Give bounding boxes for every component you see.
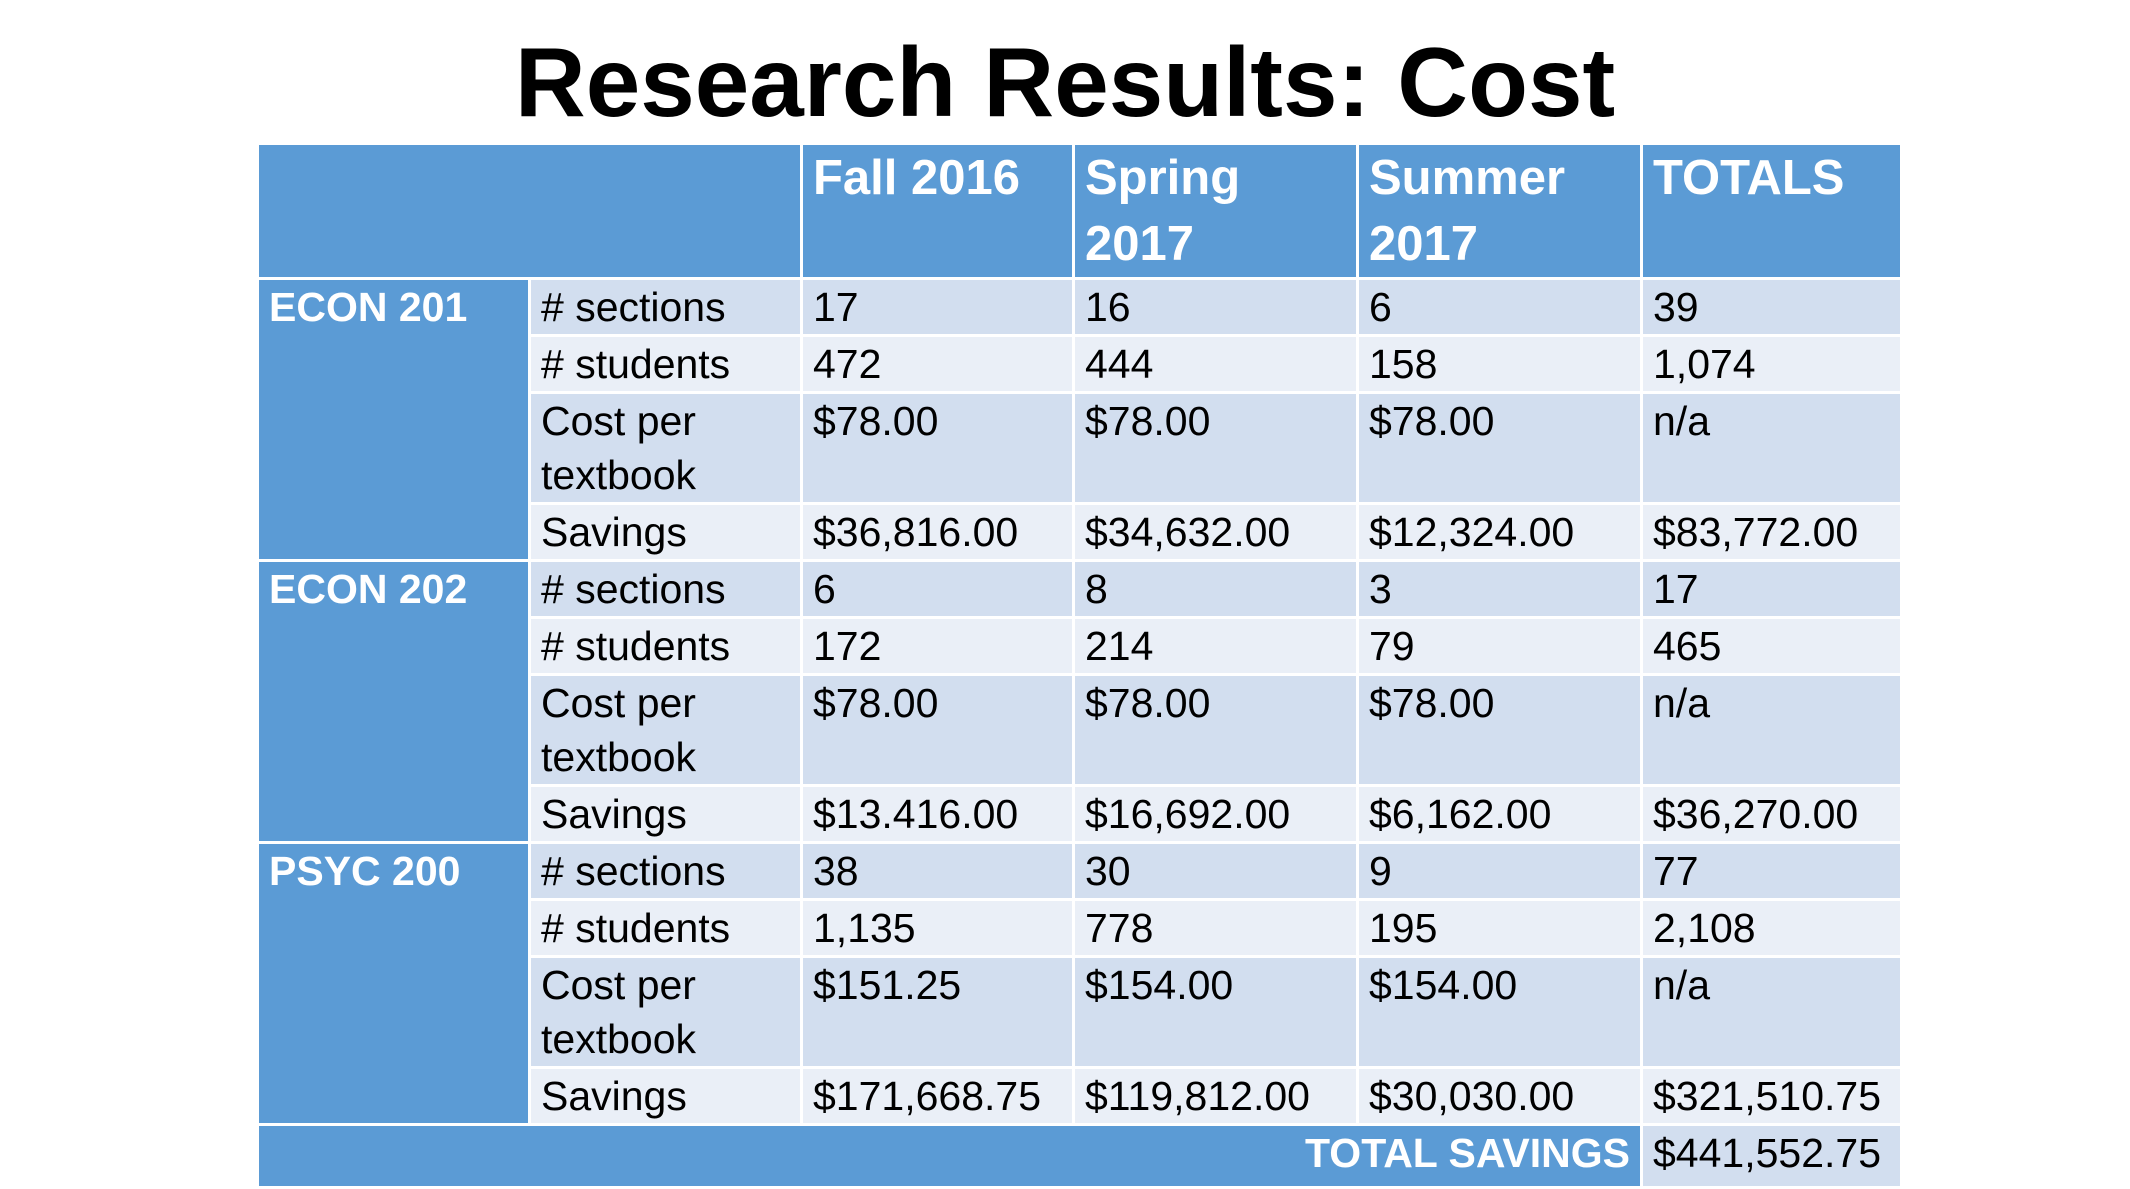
spring-cell: $16,692.00: [1074, 786, 1358, 843]
summer-cell: 195: [1358, 900, 1642, 957]
course-cell: ECON 202: [258, 561, 530, 843]
fall-cell: $36,816.00: [802, 504, 1074, 561]
metric-cell: Savings: [530, 1068, 802, 1125]
header-cell-spring: Spring 2017: [1074, 144, 1358, 279]
total-cell: $36,270.00: [1642, 786, 1902, 843]
total-cell: 77: [1642, 843, 1902, 900]
total-cell: 39: [1642, 279, 1902, 336]
total-cell: 1,074: [1642, 336, 1902, 393]
summer-cell: $78.00: [1358, 675, 1642, 786]
header-row: [258, 144, 1902, 279]
fall-cell: 38: [802, 843, 1074, 900]
summer-cell: 3: [1358, 561, 1642, 618]
total-cell: n/a: [1642, 957, 1902, 1068]
fall-cell: 17: [802, 279, 1074, 336]
fall-cell: $151.25: [802, 957, 1074, 1068]
spring-cell: 214: [1074, 618, 1358, 675]
spring-cell: $154.00: [1074, 957, 1358, 1068]
summer-cell: $30,030.00: [1358, 1068, 1642, 1125]
metric-cell: # sections: [530, 561, 802, 618]
summer-cell: 158: [1358, 336, 1642, 393]
course-cell: ECON 201: [258, 279, 530, 561]
summer-cell: $12,324.00: [1358, 504, 1642, 561]
table-row: [258, 279, 1902, 336]
total-cell: n/a: [1642, 393, 1902, 504]
header-cell-totals: TOTALS: [1642, 144, 1902, 279]
header-cell-blank: [258, 144, 802, 279]
table-row: [258, 843, 1902, 900]
total-cell: n/a: [1642, 675, 1902, 786]
spring-cell: 444: [1074, 336, 1358, 393]
fall-cell: $78.00: [802, 675, 1074, 786]
summer-cell: 9: [1358, 843, 1642, 900]
fall-cell: 6: [802, 561, 1074, 618]
total-cell: 2,108: [1642, 900, 1902, 957]
spring-cell: 778: [1074, 900, 1358, 957]
header-cell-fall: Fall 2016: [802, 144, 1074, 279]
header-cell-summer: Summer 2017: [1358, 144, 1642, 279]
total-savings-label: TOTAL SAVINGS: [258, 1125, 1642, 1188]
metric-cell: # students: [530, 618, 802, 675]
spring-cell: $78.00: [1074, 675, 1358, 786]
fall-cell: $13.416.00: [802, 786, 1074, 843]
spring-cell: $78.00: [1074, 393, 1358, 504]
total-cell: 465: [1642, 618, 1902, 675]
fall-cell: $78.00: [802, 393, 1074, 504]
metric-cell: # students: [530, 900, 802, 957]
metric-cell: Savings: [530, 504, 802, 561]
spring-cell: 8: [1074, 561, 1358, 618]
summer-cell: 79: [1358, 618, 1642, 675]
spring-cell: 16: [1074, 279, 1358, 336]
spring-cell: 30: [1074, 843, 1358, 900]
fall-cell: 172: [802, 618, 1074, 675]
metric-cell: # students: [530, 336, 802, 393]
course-cell: PSYC 200: [258, 843, 530, 1125]
metric-cell: Savings: [530, 786, 802, 843]
total-savings-value: $441,552.75: [1642, 1125, 1902, 1188]
slide-title: Research Results: Cost: [514, 27, 1616, 137]
summer-cell: $78.00: [1358, 393, 1642, 504]
summer-cell: 6: [1358, 279, 1642, 336]
metric-cell: # sections: [530, 279, 802, 336]
summer-cell: $154.00: [1358, 957, 1642, 1068]
spring-cell: $119,812.00: [1074, 1068, 1358, 1125]
metric-cell: # sections: [530, 843, 802, 900]
total-savings-row: [258, 1125, 1902, 1188]
metric-cell: Cost per textbook: [530, 675, 802, 786]
table-row: [258, 561, 1902, 618]
metric-cell: Cost per textbook: [530, 393, 802, 504]
cost-results-table: [256, 142, 1903, 1189]
fall-cell: 1,135: [802, 900, 1074, 957]
spring-cell: $34,632.00: [1074, 504, 1358, 561]
total-cell: $83,772.00: [1642, 504, 1902, 561]
total-cell: $321,510.75: [1642, 1068, 1902, 1125]
fall-cell: $171,668.75: [802, 1068, 1074, 1125]
fall-cell: 472: [802, 336, 1074, 393]
summer-cell: $6,162.00: [1358, 786, 1642, 843]
total-cell: 17: [1642, 561, 1902, 618]
metric-cell: Cost per textbook: [530, 957, 802, 1068]
